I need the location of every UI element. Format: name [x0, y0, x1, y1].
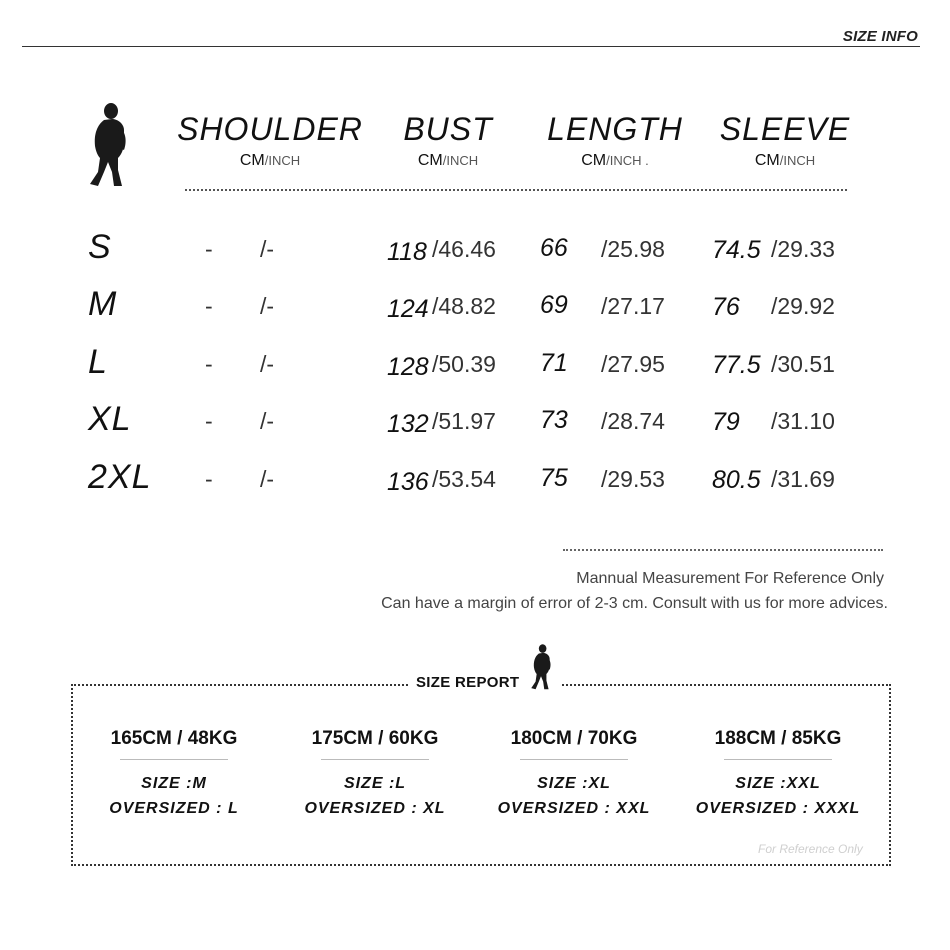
length-inch: /27.17	[601, 293, 665, 319]
shoulder-inch: /-	[260, 293, 275, 319]
oversized-size: OVERSIZED : XL	[304, 800, 446, 817]
shoulder-inch: /-	[260, 351, 275, 377]
table-row	[0, 228, 950, 278]
table-row	[0, 458, 950, 508]
length-cm: 73	[540, 406, 568, 434]
header-dotted-divider	[185, 189, 847, 191]
shoulder-inch: /-	[260, 466, 275, 492]
bust-inch: /50.39	[432, 351, 496, 377]
length-cm: 75	[540, 464, 568, 492]
column-unit	[170, 152, 370, 170]
error-margin-note: Can have a margin of error of 2-3 cm. Consult with us for more advices.	[381, 595, 888, 612]
entry-divider	[520, 759, 628, 760]
size-label: M	[88, 285, 118, 323]
oversized-size: OVERSIZED : L	[109, 800, 239, 817]
sleeve-inch: /31.69	[771, 466, 835, 492]
column-title: SHOULDER	[177, 111, 363, 147]
length-inch: /25.98	[601, 236, 665, 262]
entry-divider	[120, 759, 228, 760]
bust-cm: 118	[387, 238, 427, 266]
bust-cm: 136	[387, 468, 429, 496]
sleeve-inch: /31.10	[771, 408, 835, 434]
size-label: 2XL	[88, 458, 152, 496]
size-label: XL	[88, 400, 132, 438]
unit-cm: CM	[417, 152, 443, 169]
sleeve-inch: /29.92	[771, 293, 835, 319]
sleeve-cm: 74.5	[712, 236, 761, 264]
recommended-size: SIZE :XXL	[735, 775, 821, 792]
length-inch: /29.53	[601, 466, 665, 492]
bust-inch: /46.46	[432, 236, 496, 262]
oversized-size: OVERSIZED : XXXL	[695, 800, 861, 817]
sleeve-cm: 79	[712, 408, 740, 436]
unit-inch: /INCH .	[606, 153, 649, 168]
shoulder-cm: -	[205, 466, 213, 492]
table-row	[0, 343, 950, 393]
size-report-entry	[479, 728, 669, 821]
size-report-entry	[683, 728, 873, 821]
column-title: BUST	[403, 111, 493, 147]
entry-divider	[321, 759, 429, 760]
recommended-size: SIZE :XL	[537, 775, 611, 792]
sleeve-cm: 80.5	[712, 466, 761, 494]
sleeve-cm: 76	[712, 293, 740, 321]
table-row	[0, 400, 950, 450]
length-cm: 71	[540, 349, 568, 377]
bust-cm: 132	[387, 410, 429, 438]
size-report-entry	[79, 728, 269, 821]
size-label: L	[88, 343, 108, 381]
standing-person-icon	[84, 102, 132, 188]
shoulder-cm: -	[205, 408, 213, 434]
shoulder-inch: /-	[260, 236, 275, 262]
shoulder-cm: -	[205, 293, 213, 319]
bust-cm: 128	[387, 353, 429, 381]
top-divider	[22, 46, 920, 47]
column-title: LENGTH	[547, 111, 683, 147]
recommended-size: SIZE :M	[141, 775, 207, 792]
shoulder-cm: -	[205, 351, 213, 377]
notes-dotted-divider	[563, 549, 883, 551]
unit-inch: /INCH	[442, 153, 479, 168]
sleeve-inch: /29.33	[771, 236, 835, 262]
length-inch: /28.74	[601, 408, 665, 434]
reference-footnote: For Reference Only	[758, 842, 863, 856]
shoulder-inch: /-	[260, 408, 275, 434]
bust-inch: /48.82	[432, 293, 496, 319]
unit-cm: CM	[239, 152, 265, 169]
unit-cm: CM	[754, 152, 780, 169]
bust-inch: /53.54	[432, 466, 496, 492]
bust-inch: /51.97	[432, 408, 496, 434]
column-header-sleeve	[685, 112, 885, 170]
length-cm: 69	[540, 291, 568, 319]
shoulder-cm: -	[205, 236, 213, 262]
height-weight: 165CM / 48KG	[110, 728, 238, 749]
oversized-size: OVERSIZED : XXL	[497, 800, 651, 817]
unit-inch: /INCH	[779, 153, 816, 168]
size-report-title: SIZE REPORT	[410, 674, 525, 691]
table-row	[0, 285, 950, 335]
size-label: S	[88, 228, 112, 266]
length-inch: /27.95	[601, 351, 665, 377]
column-title: SLEEVE	[719, 111, 851, 147]
length-cm: 66	[540, 234, 568, 262]
column-unit	[685, 152, 885, 170]
sleeve-cm: 77.5	[712, 351, 761, 379]
height-weight: 175CM / 60KG	[311, 728, 439, 749]
standing-person-icon	[528, 642, 554, 692]
height-weight: 180CM / 70KG	[510, 728, 638, 749]
height-weight: 188CM / 85KG	[714, 728, 842, 749]
recommended-size: SIZE :L	[343, 775, 407, 792]
page-title: SIZE INFO	[842, 28, 918, 45]
bust-cm: 124	[387, 295, 429, 323]
unit-cm: CM	[581, 152, 607, 169]
size-report-entry	[280, 728, 470, 821]
measurement-note: Mannual Measurement For Reference Only	[576, 570, 884, 587]
sleeve-inch: /30.51	[771, 351, 835, 377]
unit-inch: /INCH	[264, 153, 301, 168]
column-header-shoulder	[170, 112, 370, 170]
entry-divider	[724, 759, 832, 760]
